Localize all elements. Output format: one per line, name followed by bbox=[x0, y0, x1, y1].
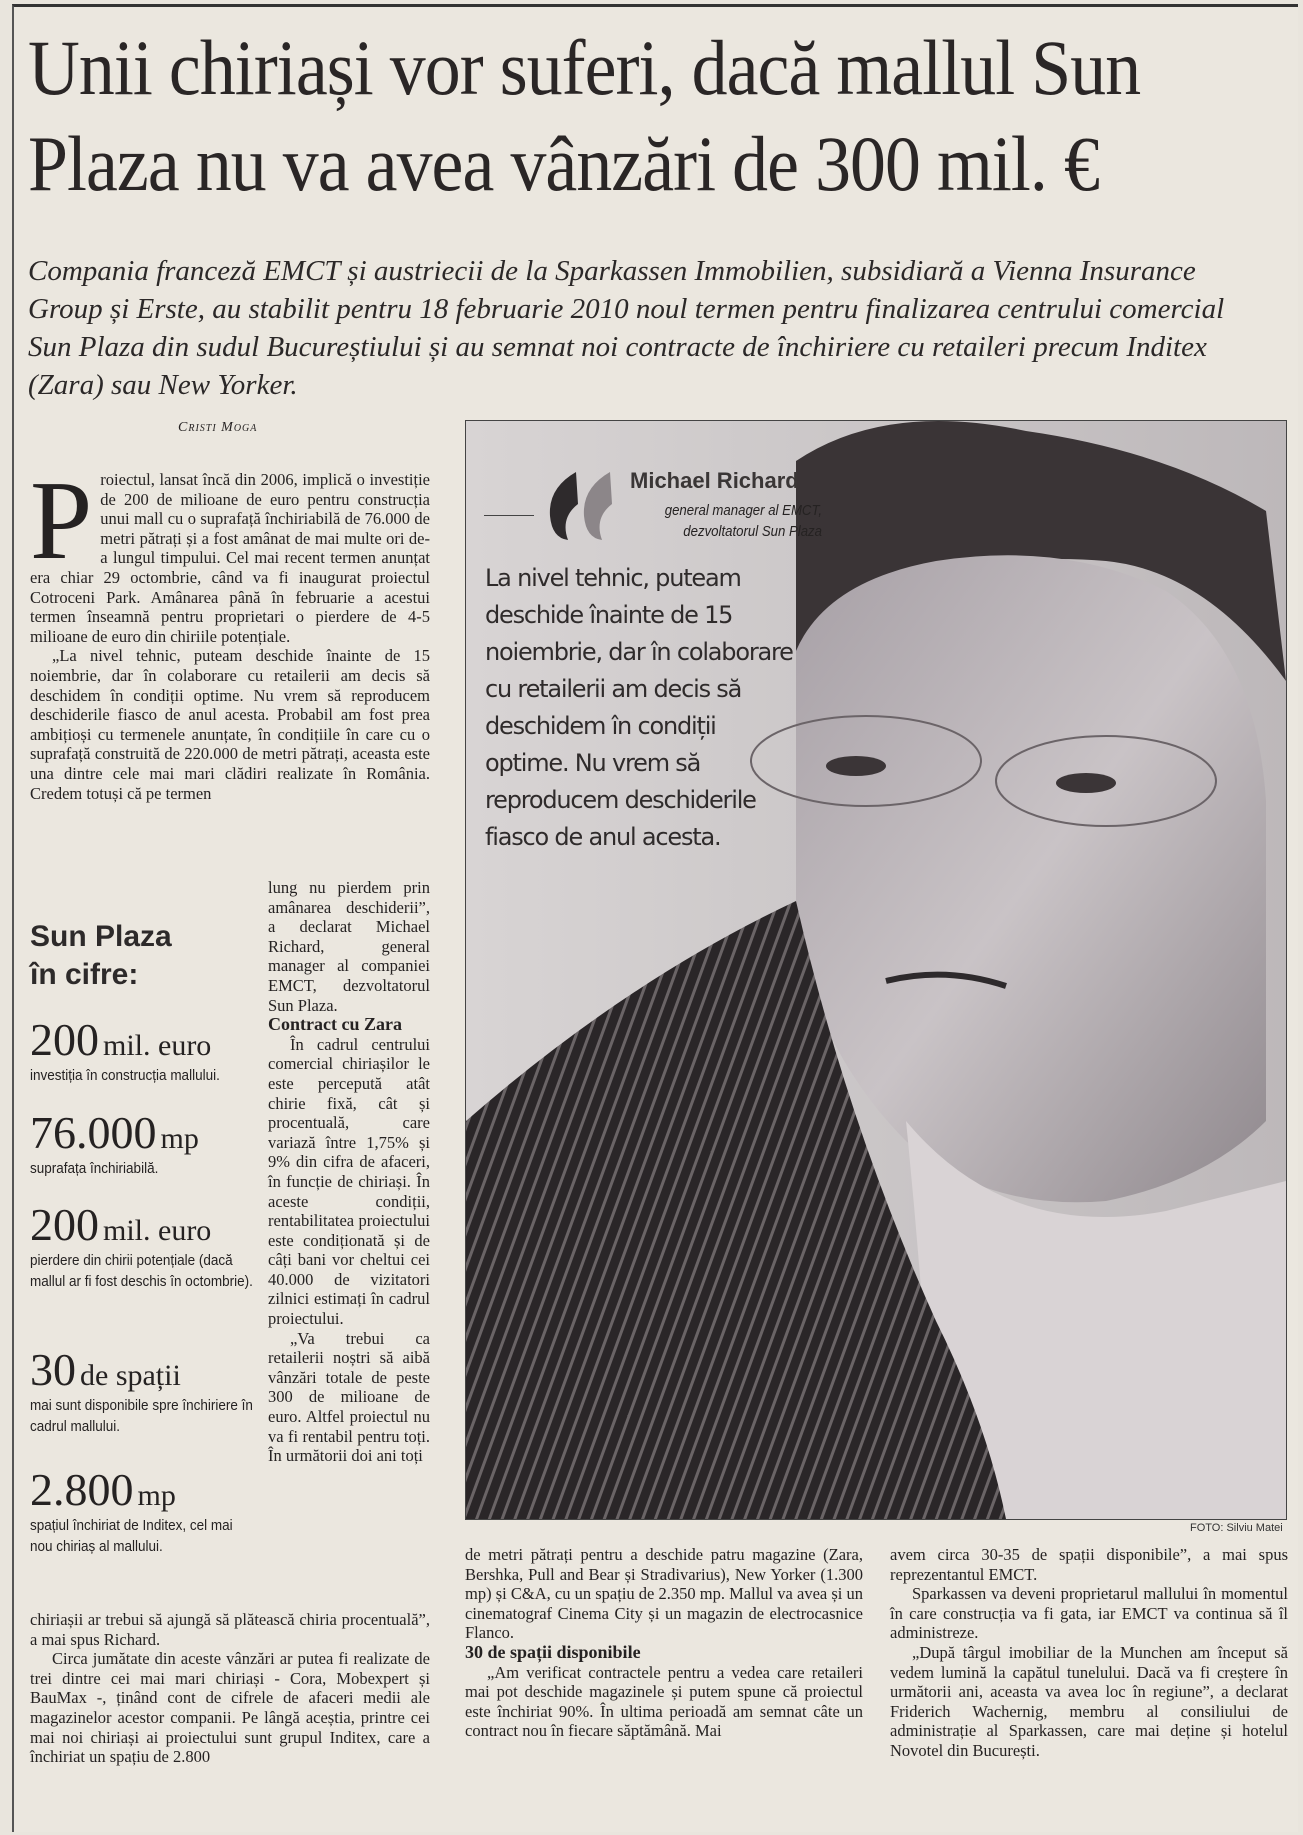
body-paragraph-4-cont: chiriașii ar trebui să ajungă să plătească chiria procentuală”, a mai spus Richard. bbox=[30, 1610, 430, 1649]
fact-item bbox=[30, 1465, 255, 1557]
byline: Cristi Moga bbox=[178, 420, 258, 435]
fact-number: 76.000 bbox=[30, 1107, 157, 1158]
subhead-spatii-disponibile: 30 de spații disponibile bbox=[465, 1641, 641, 1662]
body-paragraph-col4-3: „După târgul imobiliar de la Munchen am început să vedem lumină la capătul tunelului. Dacă va fi creștere în următorii ani, aceasta va avea loc în regiune”, a declarat Friderich Wachernig, membru al consiliului de administrație al Sparkassen, care mai deține și hotelul Novotel din București. bbox=[890, 1642, 1288, 1760]
photo-credit: FOTO: Silviu Matei bbox=[1190, 1522, 1283, 1534]
drop-cap: P bbox=[30, 459, 93, 583]
pull-quote: La nivel tehnic, puteam deschide înainte de 15 noiembrie, dar în colaborare cu retailerii am decis să deschidem în condiții optime. Nu vrem să reproducem deschiderile fiasco de anul acesta. bbox=[485, 564, 793, 851]
body-column-3 bbox=[465, 1545, 863, 1741]
fact-number: 2.800 bbox=[30, 1464, 134, 1515]
fact-item bbox=[30, 1345, 255, 1437]
headline-line-1: Unii chiriași vor suferi, dacă mallul Sun bbox=[28, 24, 1141, 111]
fact-item bbox=[30, 1200, 255, 1292]
body-paragraph-3: În cadrul centrului comercial chiriașilor le este percepută atât chirie fixă, cât și procentuală, care variază între 1,75% și 9% din cifra de afaceri, în funcție de chiriași. În aceste condiții, rentabilitatea proiectului este condiționată și de câți bani vor cheltui cei 40.000 de vizitatori zilnici estimați în cadrul proiectului. bbox=[268, 1034, 430, 1329]
quote-speaker-role: general manager al EMCT, dezvoltatorul Sun Plaza bbox=[664, 502, 822, 540]
fact-item bbox=[30, 1015, 255, 1086]
body-column-1 bbox=[30, 459, 430, 803]
body-paragraph-1: Proiectul, lansat încă din 2006, implică o investiție de 200 de milioane de euro pentru construcția unui mall cu o suprafață închiriabilă de 76.000 de metri pătrați și a fost amânat de mai multe ori de-a lungul timpului. Cel mai recent termen anunțat era chiar 29 octombrie, când va fi inaugurat proiectul Cotroceni Park. Amânarea până în februarie a acestui termen înseamnă pentru proprietari o pierdere de 4-5 milioane de euro din chiriile potențiale. bbox=[30, 459, 430, 646]
body-paragraph-col4-2: Sparkassen va deveni proprietarul mallului în momentul în care construcția va fi gata, iar EMCT va continua să îl administreze. bbox=[890, 1584, 1288, 1643]
quote-rule bbox=[484, 515, 534, 516]
fact-number: 30 bbox=[30, 1344, 76, 1395]
fact-unit: de spații bbox=[80, 1359, 181, 1392]
body-paragraph-2-cont: lung nu pierdem prin amânarea deschiderii”, a declarat Michael Richard, general manager al companiei EMCT, dezvoltatorul Sun Plaza. bbox=[268, 878, 430, 1015]
headline-line-2: Plaza nu va avea vânzări de 300 mil. € bbox=[28, 120, 1099, 207]
body-paragraph-col4-1: avem circa 30-35 de spații disponibile”, a mai spus reprezentantul EMCT. bbox=[890, 1545, 1288, 1584]
face-shape bbox=[796, 555, 1266, 1202]
body-paragraph-col3-1: de metri pătrați pentru a deschide patru magazine (Zara, Bershka, Pull and Bear și Stradivarius), New Yorker (1.300 mp) și C&A, cu un spațiu de 2.350 mp. Mallul va avea și un cinematograf Cinema City și un magazin de electrocasnice Flanco. bbox=[465, 1545, 863, 1643]
quote-speaker-name: Michael Richard bbox=[630, 468, 799, 493]
body-paragraph-5: Circa jumătate din aceste vânzări ar putea fi realizate de trei dintre cei mai mari chiriași - Cora, Mobexpert și BauMax -, ținând cont de cifrele de afaceri medii ale magazinelor acestor companii. Pe lângă aceștia, printre cei mai noi chiriași ai proiectului sunt grupul Inditex, care a închiriat un spațiu de 2.800 bbox=[30, 1649, 430, 1767]
body-column-4 bbox=[890, 1545, 1288, 1761]
fact-unit: mp bbox=[137, 1479, 176, 1512]
headline bbox=[28, 20, 1178, 212]
sidebar-title: Sun Plaza în cifre: bbox=[30, 920, 172, 991]
fact-description: mai sunt disponibile spre închiriere în cadrul mallului. bbox=[30, 1397, 253, 1435]
body-paragraph-4: „Va trebui ca retailerii noștri să aibă vânzări totale de peste 300 de milioane de euro. Altfel proiectul nu va fi rentabil pentru toți. În următorii doi ani toți bbox=[268, 1328, 430, 1466]
fact-unit: mil. euro bbox=[103, 1029, 212, 1062]
fact-description: investiția în construcția mallului. bbox=[30, 1067, 220, 1084]
fact-unit: mil. euro bbox=[103, 1214, 212, 1247]
body-paragraph-col3-2: „Am verificat contractele pentru a vedea care retaileri mai pot deschide magazinele și putem spune că proiectul este închiriat 90%. În ultima perioadă am semnat câte un contract nou în fiecare săptămână. Mai bbox=[465, 1662, 863, 1741]
fact-description: pierdere din chirii potențiale (dacă mallul ar fi fost deschis în octombrie). bbox=[30, 1252, 253, 1290]
body-column-2 bbox=[268, 878, 430, 1466]
fact-unit: mp bbox=[160, 1122, 199, 1155]
lead-paragraph: Compania franceză EMCT și austriecii de la Sparkassen Immobilien, subsidiară a Vienna Insurance Group și Erste, au stabilit pentru 18 februarie 2010 noul termen pentru finalizarea centrului comercial Sun Plaza din sudul Bucureștiului și au semnat noi contracte de închiriere cu retaileri precum Inditex (Zara) sau New Yorker. bbox=[28, 255, 1225, 401]
quote-mark-icon bbox=[538, 468, 618, 548]
fact-item bbox=[30, 1108, 255, 1179]
body-paragraph-2: „La nivel tehnic, puteam deschide înainte de 15 noiembrie, dar în colaborare cu retailerii am decis să deschidem în condiții optime. Nu vrem să reproducem deschiderile fiasco de anul acesta. Probabil am fost prea ambițioși cu termenele anunțate, în condițiile în care cu o suprafață construită de 220.000 de metri pătrați, aceasta este una dintre cele mai mari clădiri realizate în România. Credem totuși că pe termen bbox=[30, 646, 430, 803]
fact-description: suprafața închiriabilă. bbox=[30, 1160, 159, 1177]
subhead-contract-zara: Contract cu Zara bbox=[268, 1014, 402, 1035]
fact-number: 200 bbox=[30, 1199, 99, 1250]
body-column-1-bottom bbox=[30, 1610, 430, 1767]
fact-number: 200 bbox=[30, 1014, 99, 1065]
fact-description: spațiul închiriat de Inditex, cel mai nou chiriaș al mallului. bbox=[30, 1517, 233, 1555]
